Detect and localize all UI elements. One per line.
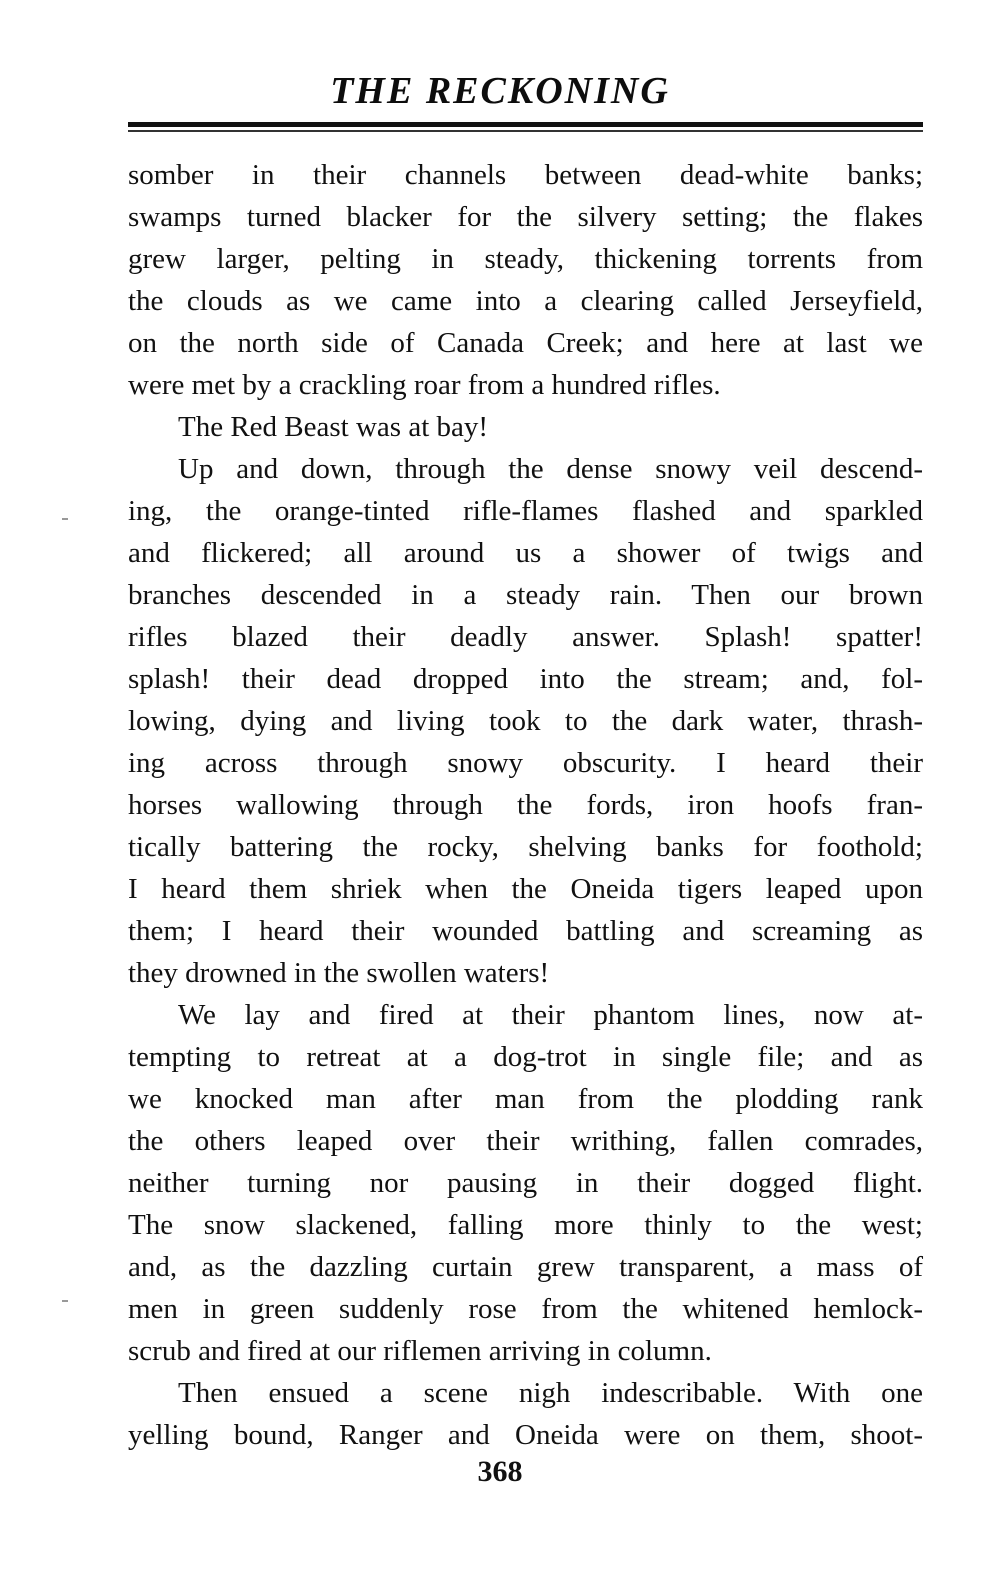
- text-line: tically battering the rocky, shelving banks for foothold;: [128, 831, 923, 863]
- text-line: branches descended in a steady rain. Then our brown: [128, 579, 923, 611]
- text-line: swamps turned blacker for the silvery setting; the flakes: [128, 201, 923, 233]
- text-line: scrub and fired at our riflemen arriving in column.: [128, 1335, 712, 1367]
- text-line: them; I heard their wounded battling and screaming as: [128, 915, 923, 947]
- text-line: somber in their channels between dead-white banks;: [128, 159, 923, 191]
- text-line: lowing, dying and living took to the dark water, thrash-: [128, 705, 923, 737]
- text-line: horses wallowing through the fords, iron hoofs fran-: [128, 789, 923, 821]
- header-rule-thick: [128, 122, 923, 127]
- text-line: yelling bound, Ranger and Oneida were on them, shoot-: [128, 1419, 923, 1451]
- text-line: we knocked man after man from the plodding rank: [128, 1083, 923, 1115]
- text-line: I heard them shriek when the Oneida tigers leaped upon: [128, 873, 923, 905]
- text-line: were met by a crackling roar from a hundred rifles.: [128, 369, 721, 401]
- page-body: [128, 154, 923, 1456]
- text-line: the clouds as we came into a clearing called Jerseyfield,: [128, 285, 923, 317]
- text-line: and, as the dazzling curtain grew transparent, a mass of: [128, 1251, 923, 1283]
- text-line: on the north side of Canada Creek; and here at last we: [128, 327, 923, 359]
- header-rule-thin: [128, 130, 923, 132]
- text-line: the others leaped over their writhing, fallen comrades,: [128, 1125, 923, 1157]
- text-line: The Red Beast was at bay!: [178, 411, 489, 443]
- text-line: ing across through snowy obscurity. I heard their: [128, 747, 923, 779]
- text-line: neither turning nor pausing in their dogged flight.: [128, 1167, 923, 1199]
- text-line: tempting to retreat at a dog-trot in single file; and as: [128, 1041, 923, 1073]
- text-line: Then ensued a scene nigh indescribable. With one: [178, 1377, 923, 1409]
- text-line: The snow slackened, falling more thinly to the west;: [128, 1209, 923, 1241]
- margin-mark: [62, 1300, 68, 1302]
- text-line: splash! their dead dropped into the stream; and, fol-: [128, 663, 923, 695]
- text-line: rifles blazed their deadly answer. Splash! spatter!: [128, 621, 923, 653]
- text-line: We lay and fired at their phantom lines, now at-: [178, 999, 923, 1031]
- page-number: 368: [477, 1455, 523, 1488]
- text-line: they drowned in the swollen waters!: [128, 957, 550, 989]
- text-line: ing, the orange-tinted rifle-flames flashed and sparkled: [128, 495, 923, 527]
- text-line: grew larger, pelting in steady, thickening torrents from: [128, 243, 923, 275]
- running-title: THE RECKONING: [330, 70, 670, 112]
- text-line: and flickered; all around us a shower of twigs and: [128, 537, 923, 569]
- text-line: Up and down, through the dense snowy veil descend-: [178, 453, 923, 485]
- text-line: men in green suddenly rose from the whitened hemlock-: [128, 1293, 923, 1325]
- margin-mark: [62, 518, 68, 520]
